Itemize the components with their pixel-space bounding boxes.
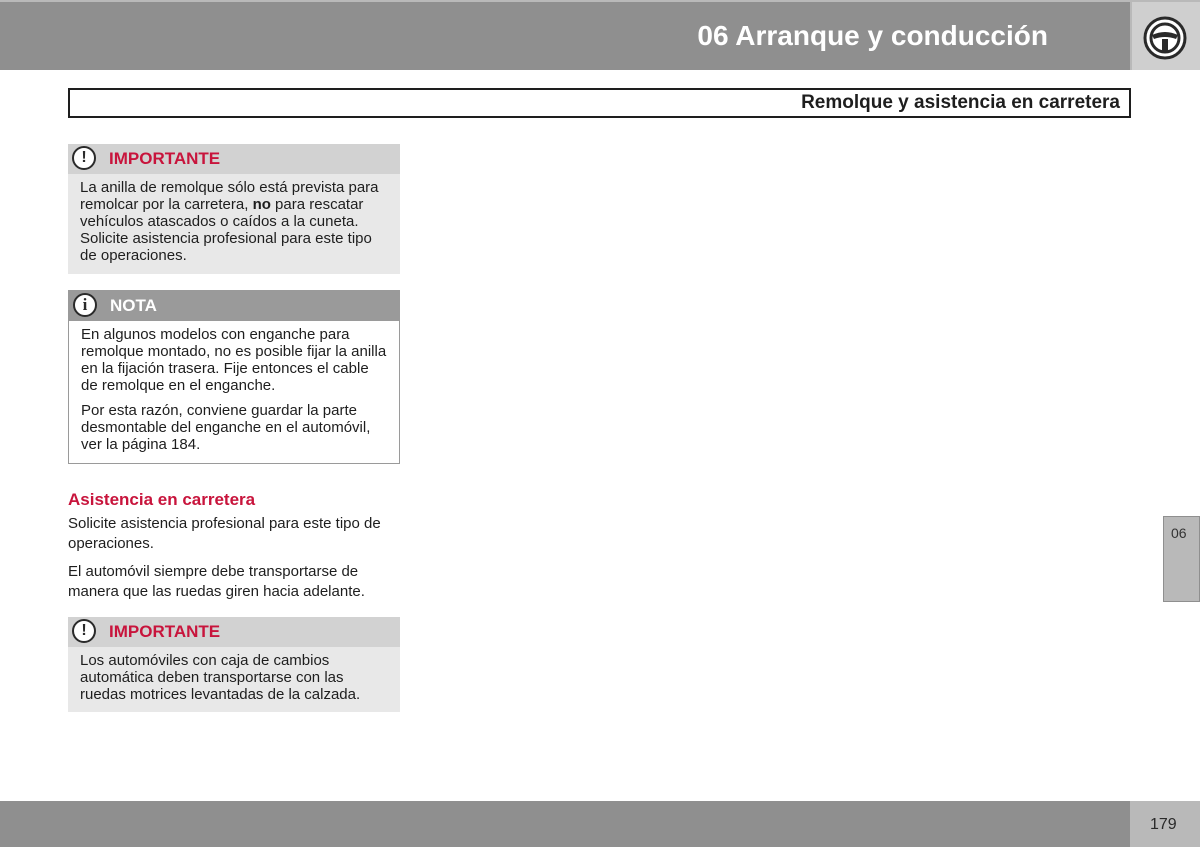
notice-body: [69, 321, 399, 462]
important-notice-towing-eye: [68, 144, 400, 274]
subsection-heading: Asistencia en carretera: [68, 490, 256, 509]
notice-text: [80, 179, 390, 264]
footer-strip: [0, 801, 1130, 847]
notice-label: IMPORTANTE: [109, 622, 221, 641]
notice-text-bold: no: [252, 196, 271, 213]
important-notice-automatic-gearbox: [68, 617, 400, 712]
nota-notice-tow-hitch: [68, 290, 400, 464]
section-title-box: [68, 88, 1131, 118]
exclamation-icon: !: [72, 619, 96, 643]
chapter-tab-label: 06: [1171, 525, 1187, 541]
notice-header: [69, 291, 399, 321]
chapter-header: [0, 2, 1130, 70]
notice-paragraph: Por esta razón, conviene guardar la parte desmontable del enganche en el automóvil, ver la página 184.: [81, 402, 371, 453]
body-paragraph: El automóvil siempre debe transportarse de manera que las ruedas giren hacia adelante.: [68, 563, 365, 600]
notice-text-part: para rescatar vehículos atascados o caídos a la cuneta. Solicite asistencia profesional para este tipo de operaciones.: [80, 196, 372, 264]
exclamation-icon: !: [72, 146, 96, 170]
notice-header: [68, 144, 400, 174]
chapter-tab[interactable]: [1163, 516, 1200, 602]
info-icon: i: [73, 293, 97, 317]
notice-text: Los automóviles con caja de cambios automática deben transportarse con las ruedas motrices levantadas de la calzada.: [80, 652, 361, 703]
chapter-title: 06 Arranque y conducción: [697, 20, 1048, 51]
notice-paragraph: En algunos modelos con enganche para remolque montado, no es posible fijar la anilla en la fijación trasera. Fije entonces el cable de remolque en el enganche.: [81, 326, 387, 394]
page-number: 179: [1150, 816, 1177, 833]
notice-label: NOTA: [110, 296, 157, 315]
notice-header: [68, 617, 400, 647]
section-title: Remolque y asistencia en carretera: [801, 92, 1120, 113]
notice-text-part: La anilla de remolque sólo está prevista para remolcar por la carretera,: [80, 179, 379, 213]
chapter-icon-cell: [1132, 2, 1200, 70]
notice-body: [68, 174, 400, 273]
body-paragraph: Solicite asistencia profesional para este tipo de operaciones.: [68, 515, 381, 552]
notice-body: [68, 647, 400, 712]
steering-wheel-icon: [1143, 16, 1187, 60]
notice-label: IMPORTANTE: [109, 149, 221, 168]
